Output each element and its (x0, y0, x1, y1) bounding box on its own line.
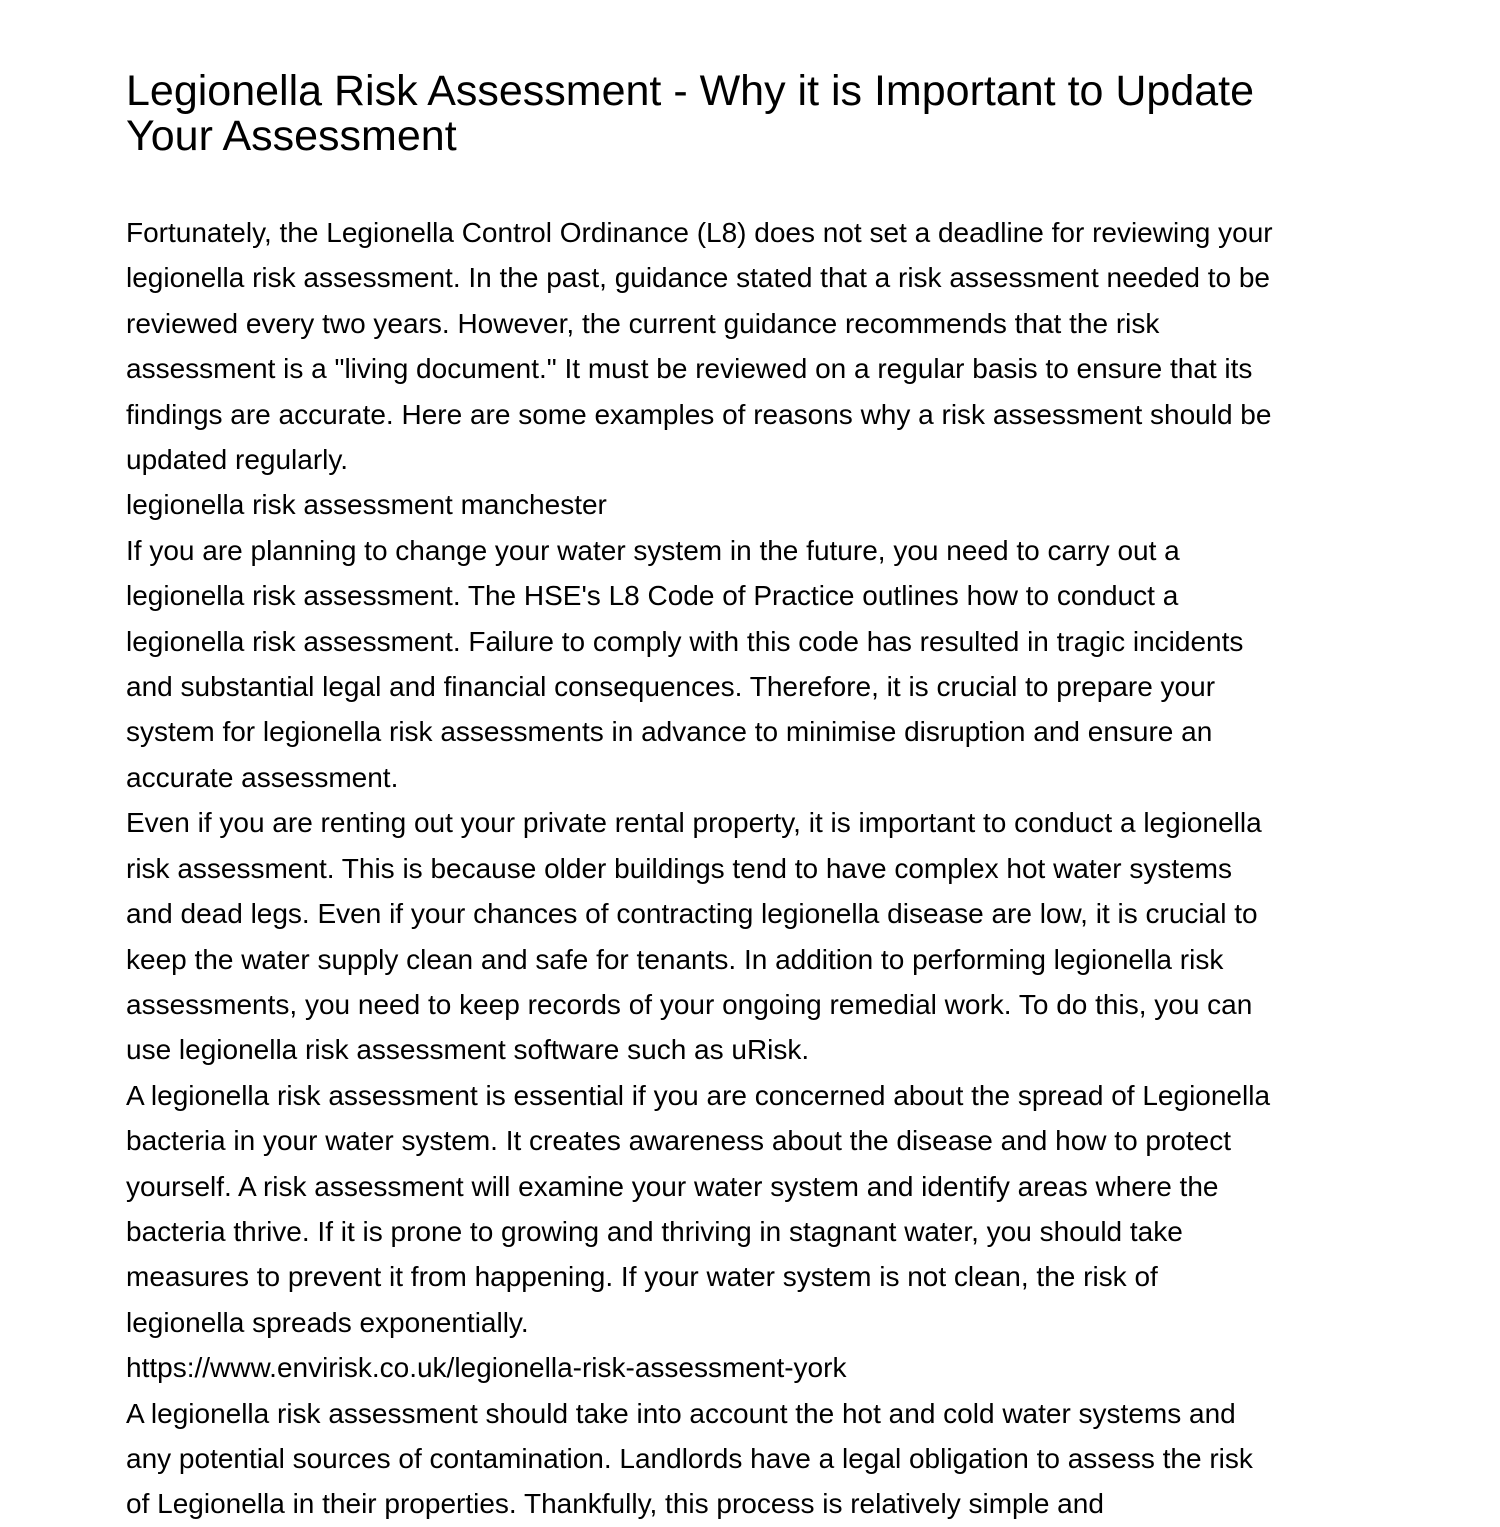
url-line (126, 1345, 1376, 1390)
paragraph-intro (126, 210, 1376, 482)
text-line: and dead legs. Even if your chances of contracting legionella disease are low, it is crucial to (126, 898, 1258, 930)
document-body (126, 210, 1376, 1527)
url-text: https://www.envirisk.co.uk/legionella-risk-assessment-york (126, 1352, 847, 1384)
text-line: bacteria thrive. If it is prone to growing and thriving in stagnant water, you should take (126, 1215, 1183, 1247)
paragraph-hot-cold (126, 1391, 1376, 1527)
text-line: bacteria in your water system. It creates awareness about the disease and how to protect (126, 1125, 1232, 1157)
text-line: reviewed every two years. However, the current guidance recommends that the risk (126, 307, 1160, 339)
text-line: A legionella risk assessment should take into account the hot and cold water systems and (126, 1397, 1236, 1429)
keyword-line (126, 482, 1376, 527)
text-line: measures to prevent it from happening. If your water system is not clean, the risk of (126, 1261, 1158, 1293)
text-line: assessment is a "living document." It must be reviewed on a regular basis to ensure that its (126, 353, 1253, 385)
page-title (126, 69, 1376, 159)
text-line: use legionella risk assessment software such as uRisk. (126, 1034, 810, 1066)
title-line: Legionella Risk Assessment - Why it is Important to Update (126, 67, 1255, 115)
text-line: If you are planning to change your water system in the future, you need to carry out a (126, 534, 1180, 566)
text-line: A legionella risk assessment is essential if you are concerned about the spread of Legionella (126, 1079, 1271, 1111)
text-line: accurate assessment. (126, 761, 399, 793)
text-line: any potential sources of contamination. Landlords have a legal obligation to assess the risk (126, 1442, 1253, 1474)
paragraph-renting (126, 800, 1376, 1072)
text-line: assessments, you need to keep records of your ongoing remedial work. To do this, you can (126, 988, 1253, 1020)
title-line: Your Assessment (126, 112, 457, 160)
paragraph-essential (126, 1073, 1376, 1345)
text-line: legionella spreads exponentially. (126, 1306, 529, 1338)
text-line: Even if you are renting out your private rental property, it is important to conduct a legionella (126, 807, 1262, 839)
text-line: findings are accurate. Here are some examples of reasons why a risk assessment should be (126, 398, 1272, 430)
text-line: yourself. A risk assessment will examine your water system and identify areas where the (126, 1170, 1219, 1202)
text-line: updated regularly. (126, 444, 349, 476)
text-line: legionella risk assessment. In the past, guidance stated that a risk assessment needed to be (126, 262, 1270, 294)
text-line: risk assessment. This is because older buildings tend to have complex hot water systems (126, 852, 1232, 884)
text-line: system for legionella risk assessments in advance to minimise disruption and ensure an (126, 716, 1213, 748)
text-line: of Legionella in their properties. Thankfully, this process is relatively simple and (126, 1488, 1104, 1520)
text-line: and substantial legal and financial consequences. Therefore, it is crucial to prepare your (126, 671, 1216, 703)
text-line: legionella risk assessment manchester (126, 489, 607, 521)
text-line: legionella risk assessment. The HSE's L8 Code of Practice outlines how to conduct a (126, 580, 1179, 612)
text-line: legionella risk assessment. Failure to comply with this code has resulted in tragic incidents (126, 625, 1244, 657)
text-line: Fortunately, the Legionella Control Ordinance (L8) does not set a deadline for reviewing your (126, 217, 1273, 248)
paragraph-planning (126, 528, 1376, 800)
text-line: keep the water supply clean and safe for tenants. In addition to performing legionella risk (126, 943, 1224, 975)
